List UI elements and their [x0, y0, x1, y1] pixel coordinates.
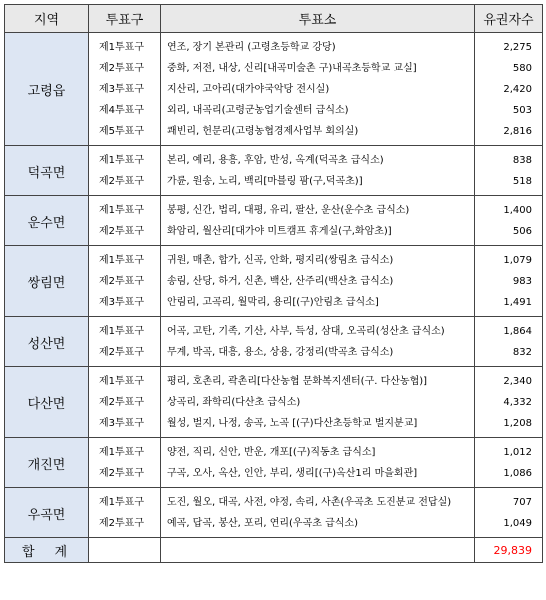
region-name: 다산면 — [5, 367, 89, 438]
location-cell: 가륜, 원송, 노리, 백리[마블링 팜(구,덕곡초)] — [167, 176, 363, 187]
voters-cell: 2,816 — [503, 126, 532, 137]
location-cell: 쾌빈리, 헌문리(고령농협경제사업부 회의실) — [167, 126, 359, 137]
header-region: 지역 — [5, 5, 89, 33]
district-cell: 제2투표구 — [99, 63, 145, 74]
voters-cell: 4,332 — [503, 397, 532, 408]
district-cell: 제1투표구 — [99, 255, 145, 266]
district-cell: 제4투표구 — [99, 105, 145, 116]
region-group — [5, 488, 543, 538]
location-cell: 상곡리, 좌학리(다산초 급식소) — [167, 397, 301, 408]
district-cell: 제2투표구 — [99, 518, 145, 529]
region-group — [5, 438, 543, 488]
district-cell-group — [89, 196, 161, 246]
location-cell: 귀원, 매촌, 합가, 신곡, 안화, 평지리(쌍림초 급식소) — [167, 255, 394, 266]
district-cell: 제3투표구 — [99, 418, 145, 429]
location-cell: 구곡, 오사, 옥산, 인안, 부리, 생리[(구)옥산1리 마을회관] — [167, 468, 418, 479]
voters-cell: 838 — [512, 155, 532, 166]
voters-cell: 707 — [512, 497, 532, 508]
voters-cell-group — [475, 367, 543, 438]
region-group — [5, 246, 543, 317]
location-cell: 화암리, 월산리[대가야 미트캠프 휴게실(구,화암초)] — [167, 226, 392, 237]
location-cell: 월성, 벌지, 나정, 송곡, 노곡 [(구)다산초등학교 벌지분교] — [167, 418, 418, 429]
district-cell: 제1투표구 — [99, 326, 145, 337]
total-empty-cell — [161, 538, 475, 563]
voters-cell: 2,340 — [503, 376, 532, 387]
location-cell: 본리, 예리, 용흥, 후암, 반성, 옥계(덕곡초 급식소) — [167, 155, 384, 166]
district-cell: 제2투표구 — [99, 347, 145, 358]
region-name: 성산면 — [5, 317, 89, 367]
district-cell: 제2투표구 — [99, 176, 145, 187]
voters-cell: 2,420 — [503, 84, 532, 95]
district-cell-group — [89, 317, 161, 367]
header-voters: 유권자수 — [475, 5, 543, 33]
voters-cell: 1,086 — [503, 468, 532, 479]
voters-cell: 2,275 — [503, 42, 532, 53]
district-cell-group — [89, 33, 161, 146]
region-name: 우곡면 — [5, 488, 89, 538]
location-cell: 어곡, 고탄, 기족, 기산, 사부, 득성, 삼대, 오곡리(성산초 급식소) — [167, 326, 445, 337]
voters-cell-group — [475, 317, 543, 367]
voters-cell: 1,864 — [503, 326, 532, 337]
location-cell: 안림리, 고곡리, 월막리, 용리[(구)안림초 급식소] — [167, 297, 379, 308]
region-name: 쌍림면 — [5, 246, 89, 317]
voters-cell: 518 — [512, 176, 532, 187]
district-cell: 제2투표구 — [99, 397, 145, 408]
region-group — [5, 367, 543, 438]
voters-cell: 1,208 — [503, 418, 532, 429]
voters-cell: 503 — [512, 105, 532, 116]
region-name: 고령읍 — [5, 33, 89, 146]
region-group — [5, 33, 543, 146]
location-cell: 연조, 장기 본관리 (고령초등학교 강당) — [167, 42, 336, 53]
district-cell-group — [89, 246, 161, 317]
district-cell: 제2투표구 — [99, 468, 145, 479]
district-cell: 제2투표구 — [99, 226, 145, 237]
location-cell: 중화, 저전, 내상, 신리[내곡미술촌 구)내곡초등학교 교실] — [167, 63, 417, 74]
district-cell: 제1투표구 — [99, 447, 145, 458]
district-cell: 제1투표구 — [99, 205, 145, 216]
location-cell-group — [161, 146, 475, 196]
location-cell: 지산리, 고아리(대가야국악당 전시실) — [167, 84, 330, 95]
voters-cell: 983 — [512, 276, 532, 287]
district-cell-group — [89, 367, 161, 438]
region-group — [5, 196, 543, 246]
total-value: 29,839 — [475, 538, 543, 563]
location-cell: 송림, 산당, 하거, 신촌, 백산, 산주리(백산초 급식소) — [167, 276, 394, 287]
location-cell: 도진, 월오, 대곡, 사전, 야정, 속리, 사촌(우곡초 도진분교 전답실) — [167, 497, 452, 508]
location-cell-group — [161, 246, 475, 317]
location-cell-group — [161, 33, 475, 146]
voters-cell: 580 — [512, 63, 532, 74]
header-district: 투표구 — [89, 5, 161, 33]
region-name: 덕곡면 — [5, 146, 89, 196]
region-name: 개진면 — [5, 438, 89, 488]
voters-cell-group — [475, 196, 543, 246]
location-cell-group — [161, 438, 475, 488]
district-cell: 제2투표구 — [99, 276, 145, 287]
location-cell-group — [161, 367, 475, 438]
voters-cell: 1,491 — [503, 297, 532, 308]
voters-cell-group — [475, 488, 543, 538]
district-cell: 제1투표구 — [99, 42, 145, 53]
total-label: 합계 — [5, 538, 89, 563]
location-cell: 봉평, 신간, 법리, 대평, 유리, 팔산, 운산(운수초 급식소) — [167, 205, 410, 216]
total-row — [5, 538, 543, 563]
header-location: 투표소 — [161, 5, 475, 33]
voters-cell: 832 — [512, 347, 532, 358]
total-empty-cell — [89, 538, 161, 563]
voting-station-table-container — [4, 4, 543, 563]
region-name: 운수면 — [5, 196, 89, 246]
voters-cell-group — [475, 146, 543, 196]
voters-cell: 1,049 — [503, 518, 532, 529]
location-cell: 양전, 직리, 신안, 반운, 개포[(구)직동초 급식소] — [167, 447, 376, 458]
district-cell: 제1투표구 — [99, 155, 145, 166]
voters-cell: 1,079 — [503, 255, 532, 266]
location-cell-group — [161, 196, 475, 246]
district-cell: 제1투표구 — [99, 376, 145, 387]
location-cell: 외리, 내곡리(고령군농업기술센터 급식소) — [167, 105, 349, 116]
district-cell-group — [89, 488, 161, 538]
district-cell: 제3투표구 — [99, 297, 145, 308]
district-cell-group — [89, 146, 161, 196]
voters-cell-group — [475, 246, 543, 317]
voters-cell: 1,400 — [503, 205, 532, 216]
voters-cell-group — [475, 33, 543, 146]
voters-cell: 1,012 — [503, 447, 532, 458]
region-group — [5, 146, 543, 196]
voters-cell-group — [475, 438, 543, 488]
district-cell: 제5투표구 — [99, 126, 145, 137]
table-body — [5, 33, 543, 563]
region-group — [5, 317, 543, 367]
location-cell: 무계, 박곡, 대흥, 용소, 상용, 강정리(박곡초 급식소) — [167, 347, 394, 358]
location-cell-group — [161, 488, 475, 538]
district-cell-group — [89, 438, 161, 488]
header-row — [5, 5, 543, 33]
district-cell: 제1투표구 — [99, 497, 145, 508]
location-cell-group — [161, 317, 475, 367]
voters-cell: 506 — [512, 226, 532, 237]
location-cell: 평리, 호촌리, 곽촌리[다산농협 문화복지센터(구. 다산농협)] — [167, 376, 428, 387]
district-cell: 제3투표구 — [99, 84, 145, 95]
location-cell: 예곡, 답곡, 봉산, 포리, 연리(우곡초 급식소) — [167, 518, 358, 529]
voting-station-table — [4, 4, 543, 563]
